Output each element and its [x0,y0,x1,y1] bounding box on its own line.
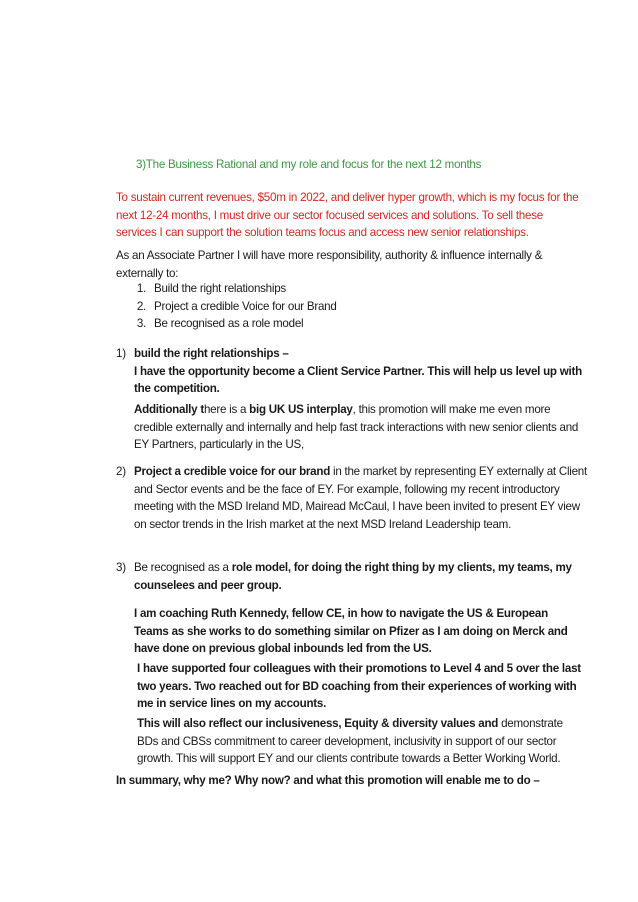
section-title: build the right relationships – [134,347,289,360]
body-text: , this promotion will make me even more credible externally and internally and help fast track interactions with new senior clients and EY Partners, particularly in the US, [134,403,579,451]
list-text: Be recognised as a role model [154,317,304,330]
section-1 [116,345,586,398]
bold-text: Additionally t [134,403,204,416]
body-text: here is a [203,403,250,416]
list-item [116,298,576,316]
list-item [116,280,576,298]
section-3-promotions-paragraph [137,660,584,713]
business-rationale-paragraph: To sustain current revenues, $50m in 2022, and deliver hyper growth, which is my focus for the next 12-24 months, I must drive our sector focused services and solutions. To sell these services I can support the solution teams focus and access new senior relationships. [116,191,579,239]
list-number: 1. [136,282,146,295]
list-text: Build the right relationships [154,282,286,295]
section-number: 3) [116,561,126,574]
intro-paragraph: As an Associate Partner I will have more responsibility, authority & influence internally & externally to: [116,249,543,280]
section-subtitle: I have the opportunity become a Client Service Partner. This will help us level up with the competition. [134,364,582,395]
section-heading: 3)The Business Rational and my role and focus for the next 12 months [136,158,482,171]
list-number: 2. [136,299,146,313]
goals-list [116,280,576,333]
bold-text: I am coaching Ruth Kennedy, fellow CE, in how to navigate the US & European Teams as she works to do something similar on Pfizer as I am doing on Merck and have done on previous global inbounds led from the US. [134,607,568,655]
body-text: Be recognised as a [134,561,232,574]
list-text: Project a credible Voice for our Brand [154,299,337,313]
bold-text: In summary, why me? Why now? and what this promotion will enable me to do – [116,774,540,787]
bold-text: I have supported four colleagues with their promotions to Level 4 and 5 over the last two years. Two reached out for BD coaching from their experiences of working with me in service lines on my accounts. [137,662,581,710]
section-1-paragraph [134,401,586,454]
bold-text: Project a credible voice for our brand [134,465,331,478]
summary-line [116,772,586,790]
list-item [116,315,576,333]
section-number: 2) [116,465,126,478]
body-text: demonstrate BDs and CBSs commitment to career development, inclusivity in support of our sector growth. This will support EY and our clients contribute towards a Better Working World. [137,717,563,765]
section-3 [116,559,578,594]
section-2 [116,463,588,533]
body-text: in the market by representing EY externally at Client and Sector events and be the face of EY. For example, following my recent introductory meeting with the MSD Ireland MD, Mairead McCaul, I have been invited to present EY view on sector trends in the Irish market at the next MSD Ireland Leadership team. [134,465,587,531]
section-3-coaching-paragraph [134,605,584,658]
list-number: 3. [136,317,146,330]
bold-text: role model, for doing the right thing by my clients, my teams, my counselees and peer group. [134,561,572,592]
section-number: 1) [116,347,126,360]
bold-text: big UK US interplay [249,403,353,416]
bold-text: This will also reflect our inclusiveness, Equity & diversity values and [137,717,499,730]
section-3-inclusiveness-paragraph [137,715,585,768]
